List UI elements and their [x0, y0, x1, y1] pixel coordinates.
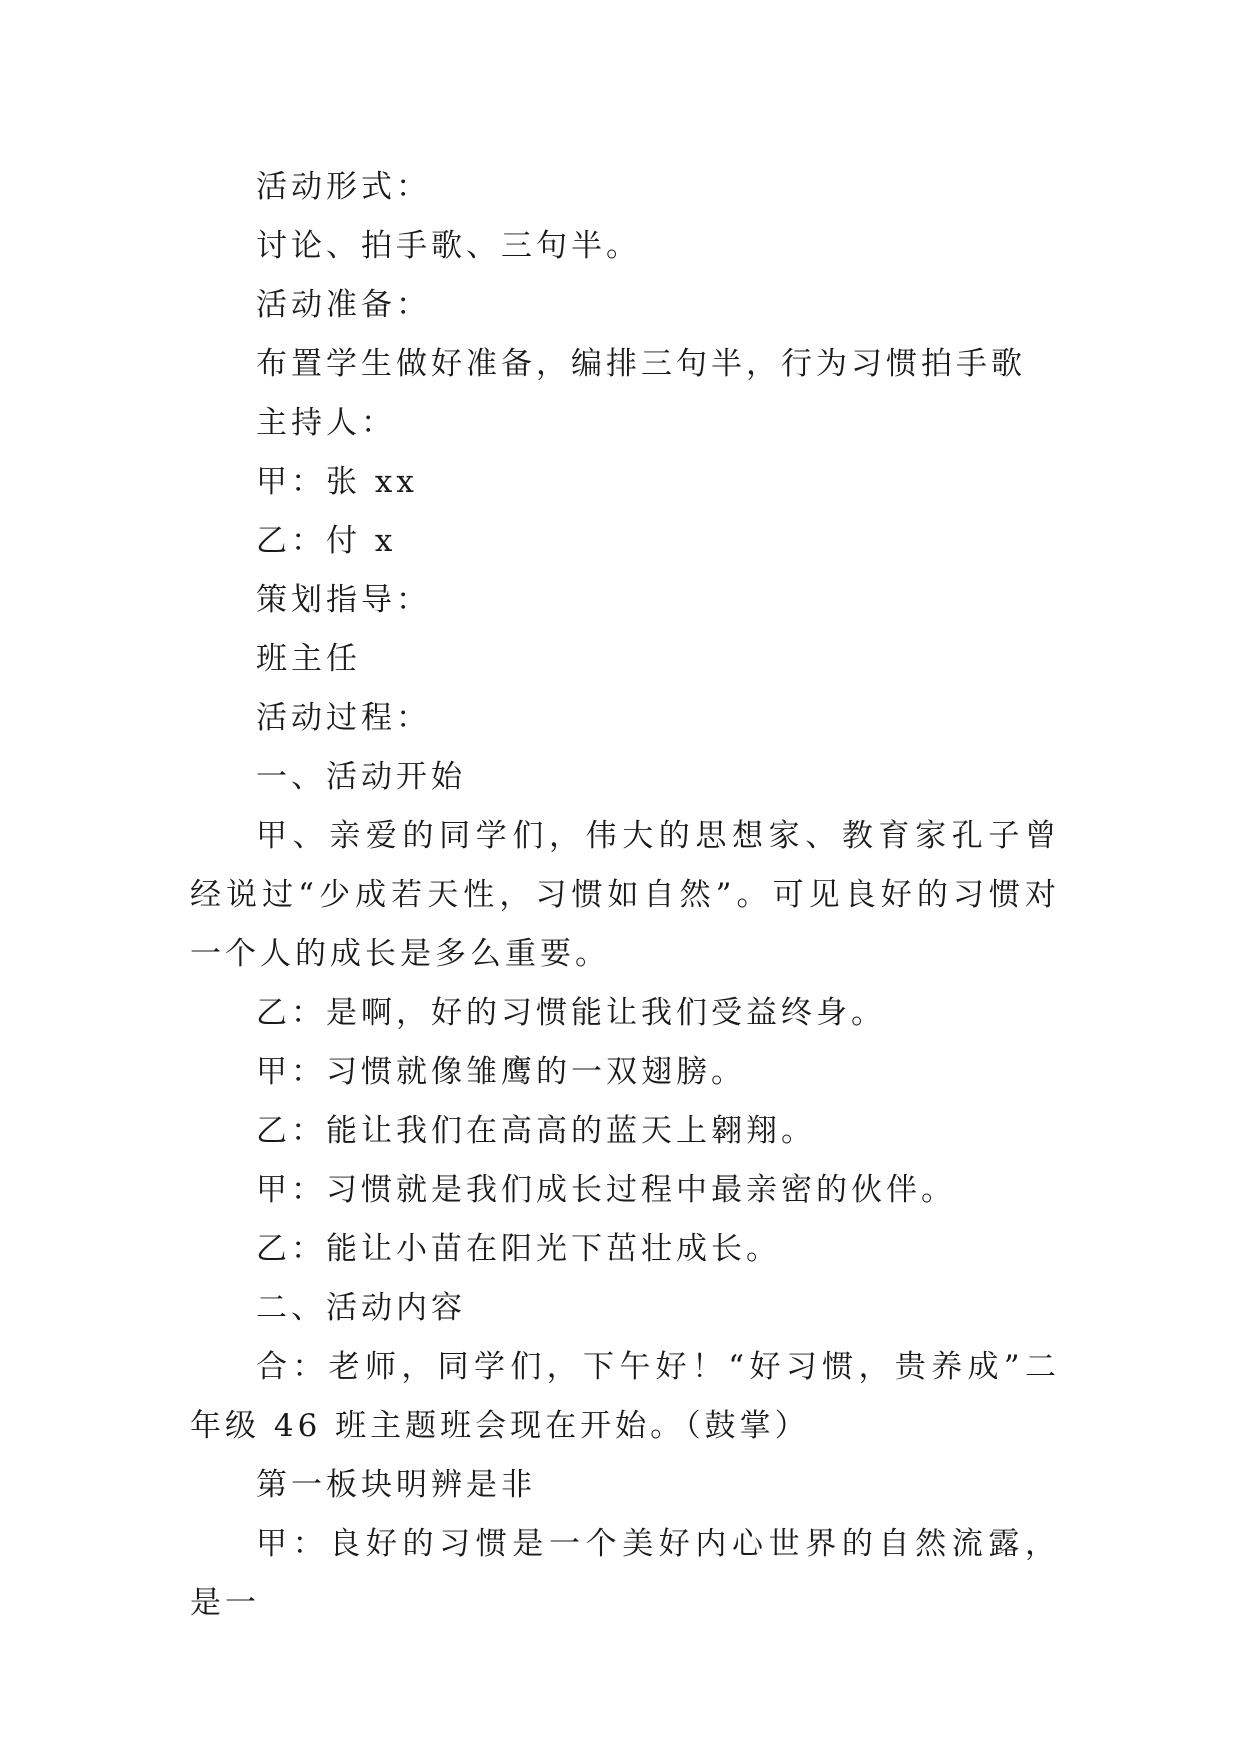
paragraph-host-a: 甲：张 xx	[256, 464, 418, 500]
paragraph-opening-speech: 甲、亲爱的同学们，伟大的思想家、教育家孔子曾经说过“少成若天性，习惯如自然”。可见良好的习惯对一个人的成长是多么重要。	[190, 818, 1060, 972]
paragraph-activity-form-heading: 活动形式：	[256, 169, 431, 205]
paragraph-dialogue-2: 甲：习惯就像雏鹰的一双翅膀。	[256, 1054, 746, 1090]
paragraph-section-two-heading: 二、活动内容	[256, 1290, 466, 1326]
paragraph-block-one-speech: 甲：良好的习惯是一个美好内心世界的自然流露，是一	[190, 1526, 1060, 1621]
paragraph-host-b: 乙：付 x	[256, 523, 397, 559]
paragraph-joint-opening: 合：老师，同学们，下午好！“好习惯，贵养成”二年级 46 班主题班会现在开始。（鼓掌）	[190, 1349, 1060, 1444]
paragraph-planning-heading: 策划指导：	[256, 582, 431, 618]
paragraph-dialogue-1: 乙：是啊，好的习惯能让我们受益终身。	[256, 995, 886, 1031]
paragraph-block-one-heading: 第一板块明辨是非	[256, 1467, 536, 1503]
paragraph-activity-form: 讨论、拍手歌、三句半。	[256, 228, 641, 264]
paragraph-preparation-heading: 活动准备：	[256, 287, 431, 323]
paragraph-section-one-heading: 一、活动开始	[256, 759, 466, 795]
paragraph-planner: 班主任	[256, 641, 361, 677]
paragraph-dialogue-4: 甲：习惯就是我们成长过程中最亲密的伙伴。	[256, 1172, 956, 1208]
paragraph-preparation: 布置学生做好准备，编排三句半，行为习惯拍手歌	[256, 346, 1026, 382]
paragraph-process-heading: 活动过程：	[256, 700, 431, 736]
paragraph-dialogue-5: 乙：能让小苗在阳光下茁壮成长。	[256, 1231, 781, 1267]
document-body	[190, 158, 1060, 1633]
paragraph-hosts-heading: 主持人：	[256, 405, 396, 441]
paragraph-dialogue-3: 乙：能让我们在高高的蓝天上翱翔。	[256, 1113, 816, 1149]
